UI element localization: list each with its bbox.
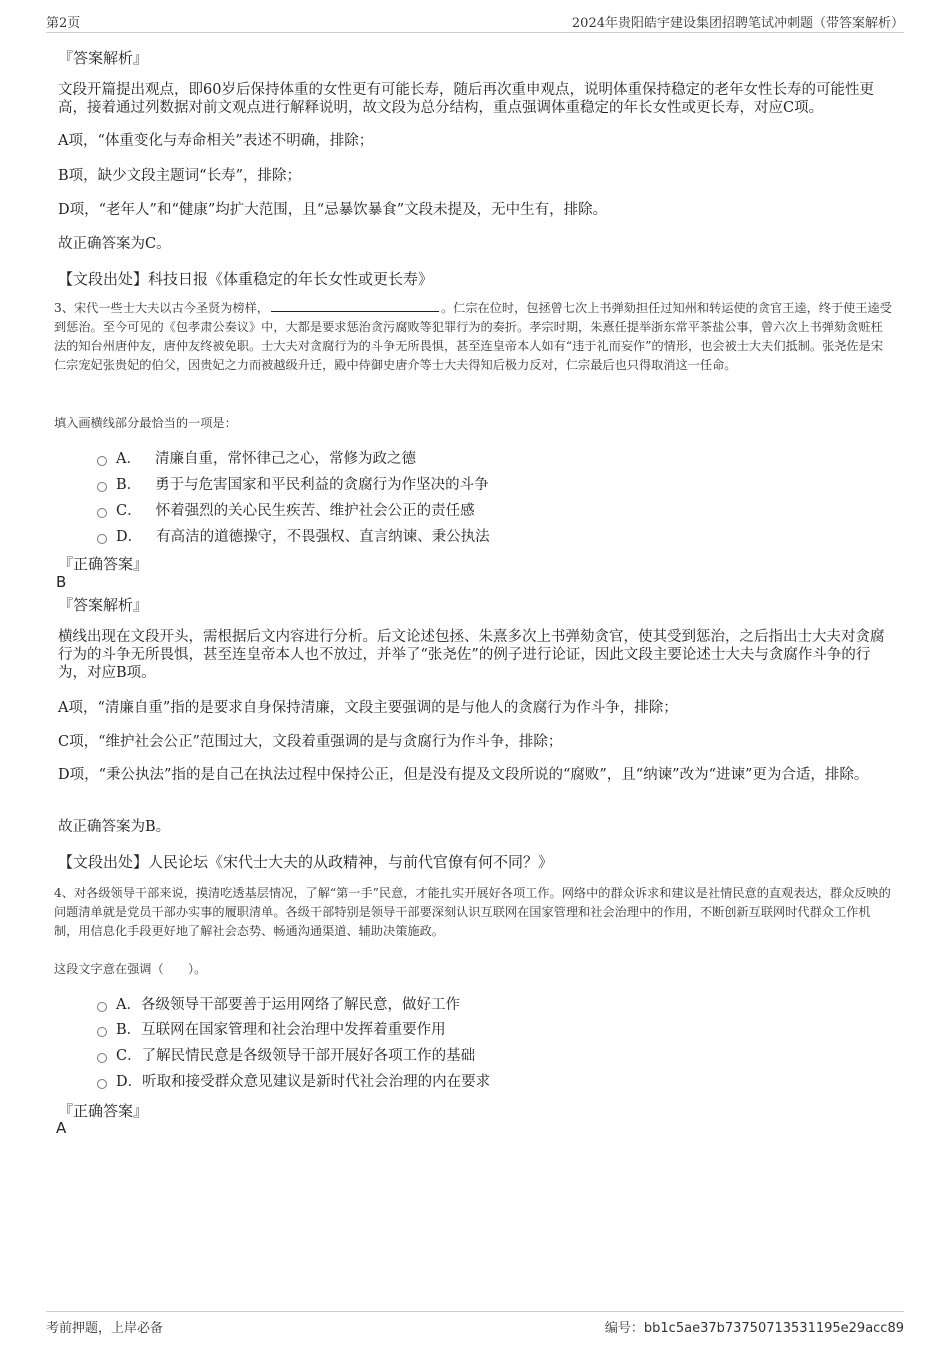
q4-prompt: 这段文字意在强调（ ）。 <box>54 962 207 976</box>
q3-source: 【文段出处】人民论坛《宋代士大夫的从政精神，与前代官僚有何不同？》 <box>58 853 554 871</box>
q2-source: 【文段出处】科技日报《体重稳定的年长女性或更长寿》 <box>58 270 434 288</box>
q4-question-text: 4、对各级领导干部来说，摸清吃透基层情况，了解“第一手”民意，才能扎实开展好各项工作。网络中的群众诉求和建议是社情民意的直观表达，群众反映的问题清单就是党员干部办实事的履职清单。各级干部特别是领导干部要深刻认识互联网在国家管理和社会治理中的作用，不断创新互联网时代群众工作机制，用信息化手段更好地了解社会态势、畅通沟通渠道、辅助决策施政。 <box>54 886 891 938</box>
document-title: 2024年贵阳皓宇建设集团招聘笔试冲刺题（带答案解析） <box>571 16 904 31</box>
q3-option-d-analysis: D项，“秉公执法”指的是自己在执法过程中保持公正，但是没有提及文段所说的“腐败”，且“纳谏”改为“进谏”更为合适，排除。 <box>58 767 869 783</box>
q4-option-c[interactable]: C． 了解民情民意是各级领导干部开展好各项工作的基础 <box>97 1047 475 1065</box>
radio-button-icon[interactable] <box>97 1053 107 1063</box>
q3-option-a-analysis: A项，“清廉自重”指的是要求自身保持清廉，文段主要强调的是与他人的贪腐行为作斗争，排除； <box>58 700 678 716</box>
q4-answer-label: 『正确答案』 <box>58 1102 149 1120</box>
radio-button-icon[interactable] <box>97 534 107 544</box>
q3-text-after: 。仁宗在位时，包拯曾七次上书弹劾担任过知州和转运使的贪官王逵，终于使王逵受到惩治。至今可见的《包孝肃公奏议》中，大都是要求惩治贪污腐败等犯罪行为的奏折。孝宗时期，朱熹任提举浙东常平茶盐公事，曾六次上书弹劾贪赃枉法的知台州唐仲友，唐仲友终被免职。士大夫对贪腐行为的斗争无所畏惧，甚至连皇帝本人如有“违于礼而妄作”的情形，也会被士大夫们抵制。张尧佐是宋仁宗宠妃张贵妃的伯父，因贵妃之力而被越级升迁，殿中侍御史唐介等士大夫得知后极力反对，仁宗最后也只得取消这一任命。 <box>54 301 892 372</box>
q2-option-b-analysis: B项，缺少文段主题词“长寿”，排除； <box>58 168 301 184</box>
q2-option-a-analysis: A项，“体重变化与寿命相关”表述不明确，排除； <box>58 133 374 149</box>
q2-analysis-label: 『答案解析』 <box>58 49 149 67</box>
radio-button-icon[interactable] <box>97 1079 107 1089</box>
page-header <box>46 12 904 33</box>
page-number: 第2页 <box>46 16 81 31</box>
document-code: 编号：bb1c5ae37b73750713531195e29acc89 <box>604 1321 904 1336</box>
q3-prompt: 填入画横线部分最恰当的一项是： <box>54 416 237 430</box>
q3-option-d[interactable]: D． 有高洁的道德操守，不畏强权、直言纳谏、秉公执法 <box>97 528 490 546</box>
radio-button-icon[interactable] <box>97 1002 107 1012</box>
page-footer <box>46 1311 904 1336</box>
q4-option-a[interactable]: A． 各级领导干部要善于运用网络了解民意，做好工作 <box>97 996 460 1014</box>
radio-button-icon[interactable] <box>97 456 107 466</box>
radio-button-icon[interactable] <box>97 508 107 518</box>
radio-button-icon[interactable] <box>97 1027 107 1037</box>
q4-option-b[interactable]: B． 互联网在国家管理和社会治理中发挥着重要作用 <box>97 1021 446 1039</box>
q3-answer-label: 『正确答案』 <box>58 555 149 573</box>
q4-answer: A <box>56 1119 67 1137</box>
q3-answer: B <box>56 573 67 591</box>
q3-option-b[interactable]: B． 勇于与危害国家和平民利益的贪腐行为作坚决的斗争 <box>97 476 489 494</box>
q3-option-c-analysis: C项，“维护社会公正”范围过大，文段着重强调的是与贪腐行为作斗争，排除； <box>58 734 563 750</box>
q3-option-c[interactable]: C． 怀着强烈的关心民生疾苦、维护社会公正的责任感 <box>97 502 475 520</box>
q3-conclusion: 故正确答案为B。 <box>58 819 171 835</box>
q2-option-d-analysis: D项，“老年人”和“健康”均扩大范围，且“忌暴饮暴食”文段未提及，无中生有，排除。 <box>58 202 608 218</box>
q3-blank-line <box>271 299 439 312</box>
radio-button-icon[interactable] <box>97 482 107 492</box>
footer-slogan: 考前押题，上岸必备 <box>46 1321 164 1336</box>
q3-analysis-text: 横线出现在文段开头，需根据后文内容进行分析。后文论述包拯、朱熹多次上书弹劾贪官，使其受到惩治，之后指出士大夫对贪腐行为的斗争无所畏惧，甚至连皇帝本人也不放过，并举了“张尧佐”的例子进行论证，因此文段主要论述士大夫与贪腐作斗争的行为，对应B项。 <box>58 629 885 681</box>
q3-analysis-label: 『答案解析』 <box>58 596 149 614</box>
q3-option-a[interactable]: A． 清廉自重，常怀律己之心，常修为政之德 <box>97 450 416 468</box>
q3-question-text <box>54 299 894 375</box>
q2-conclusion: 故正确答案为C。 <box>58 236 171 252</box>
q2-analysis-text: 文段开篇提出观点，即60岁后保持体重的女性更有可能长寿，随后再次重申观点，说明体重保持稳定的老年女性长寿的可能性更高，接着通过列数据对前文观点进行解释说明，故文段为总分结构，重点强调体重稳定的年长女性或更长寿，对应C项。 <box>58 82 874 116</box>
q3-text-before: 3、宋代一些士大夫以古今圣贤为榜样， <box>54 301 269 315</box>
q4-option-d[interactable]: D． 听取和接受群众意见建议是新时代社会治理的内在要求 <box>97 1073 490 1091</box>
